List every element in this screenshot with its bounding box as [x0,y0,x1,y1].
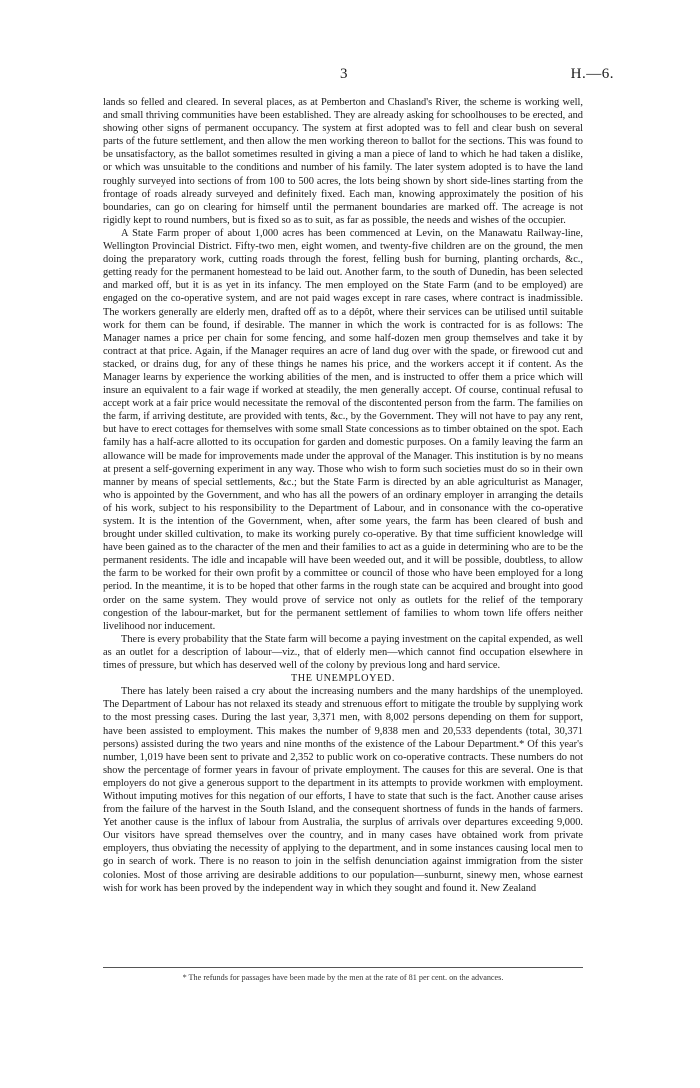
page-number: 3 [340,66,348,82]
paragraph-3: There is every probability that the State farm will become a paying investment on the capital expended, as well as an outlet for a description of labour—viz., that of elderly men—which cannot find occupation elsewhere in times of pressure, but which has deserved well of the colony by previous long and hard service. [103,633,583,672]
body-text [103,96,583,895]
section-heading: THE UNEMPLOYED. [290,673,396,685]
paragraph-2: A State Farm proper of about 1,000 acres has been commenced at Levin, on the Manawatu Railway-line, Wellington Provincial District. Fifty-two men, eight women, and twenty-five children are on the ground, the men doing the preparatory work, cutting roads through the forest, felling bush for burning, planting orchards, &c., getting ready for the permanent homestead to be laid out. Another farm, to the south of Dunedin, has been selected and marked off, but it is as yet in its infancy. The men employed on the State Farm (and to be employed) are engaged on the co-operative system, and are not paid wages except in rare cases, where contract is inadmissible. The workers generally are elderly men, drafted off as to a dépôt, where their services can be utilised until suitable work for them can be found, if desirable. The manner in which the work is contracted for is as follows: The Manager names a price per chain for some fencing, and some half-dozen men group themselves and take it by contract at that price. Again, if the Manager requires an acre of land dug over with the spade, or firewood cut and stacked, or drains dug, for any of these things he names his price, and the workers accept it if content. As the Manager learns by experience the working abilities of the men, and is instructed to offer them a price which will insure an equivalent to a fair wage if worked at steadily, the men generally accept. Of course, continual refusal to accept work at a fair price would necessitate the removal of the discontented person from the farm. The families on the farm, if arriving destitute, are provided with tents, &c., by the Government. They will not have to pay any rent, but have to erect cottages for themselves with some small State concessions as to timber obtained on the spot. Each family has a half-acre allotted to its occupation for garden and domestic purposes. On a family leaving the farm an allowance will be made for improvements made under the approval of the Manager. This institution is by no means at present a self-governing experiment in any way. Those who wish to form such societies must do so in their own manner by means of special settlements, &c.; but the State Farm is directed by an able agriculturist as Manager, who is appointed by the Government, and who has all the powers of an ordinary employer in arranging the details of his work, subject to his responsibility to the Department of Labour, and in consonance with the co-operative system. It is the intention of the Government, when, after some years, the farm has been cleared of bush and brought under skilled cultivation, to make its working purely co-operative. By that time sufficient knowledge will have been gained as to the character of the men and their families to act as a guide in determining who are to be the permanent residents. The idle and incapable will have been weeded out, and it will be possible, doubtless, to allow the farm to be worked for their own profit by a committee or council of those who have been employed for a long period. In the meantime, it is to be hoped that other farms in the rough state can be acquired and brought into good order on the same system. They would prove of service not only as outlets for the relief of the temporary congestion of the labour-market, but for the permanent settlement of families to whom town life offers neither livelihood nor inducement. [103,227,583,632]
footnote-rule [103,967,583,968]
page-header [0,66,700,86]
paragraph-4: There has lately been raised a cry about the increasing numbers and the many hardships of the unemployed. The Department of Labour has not relaxed its steady and strenuous effort to mitigate the trouble by supplying work to the most pressing cases. During the last year, 3,371 men, with 8,002 persons depending on them for support, have been assisted to employment. This makes the number of 9,838 men and 20,533 dependents (total, 30,371 persons) assisted during the two years and nine months of the existence of the Labour Department.* Of this year's number, 1,019 have been sent to private and 2,352 to public work on co-operative contracts. These numbers do not show the percentage of former years in favour of private employment. The causes for this are several. One is that employers do not give a generous support to the department in its attempts to provide workmen with employment. Without imputing motives for this negation of our efforts, I have to state that such is the fact. Another cause arises from the failure of the harvest in the South Island, and the consequent shortness of funds in the hands of farmers. Yet another cause is the influx of labour from Australia, the surplus of arrivals over departures exceeding 9,000. Our visitors have spread themselves over the country, and in many cases have obtained work from private employers, thus obviating the necessity of applying to the department, and in some instances causing local men to go in search of work. There is no reason to join in the selfish denunciation against immigration from the sister colonies. Most of those arriving are desirable additions to our population—sunburnt, sinewy men, whose earnest wish for work has been proved by the independent way in which they sought and found it. New Zealand [103,686,583,894]
document-code: H.—6. [570,66,614,82]
paragraph-1: lands so felled and cleared. In several places, as at Pemberton and Chasland's River, the scheme is working well, and small thriving communities have been established. They are already asking for schoolhouses to be erected, and showing other signs of permanent occupancy. The system at first adopted was to fell and clear bush on several parts of the future settlement, and then allow the men working thereon to ballot for the sections. This was found to be unsatisfactory, as the ballot sometimes resulted in giving a man a piece of land to which he had taken a dislike, or which was unsuitable to the conditions and number of his family. The later system adopted is to have the land roughly surveyed into sections of from 100 to 500 acres, the lots being shown by short side-lines starting from the frontage of roads already surveyed and definitely fixed. Each man, knowing approximately the position of his boundaries, can go on clearing for himself until the permanent boundaries are marked off. The acreage is not rigidly kept to round numbers, but is fixed so as to suit, as far as possible, the needs and wishes of the occupier. [103,97,583,226]
footnote: * The refunds for passages have been made by the men at the rate of 81 per cent. on the advances. [182,973,504,982]
